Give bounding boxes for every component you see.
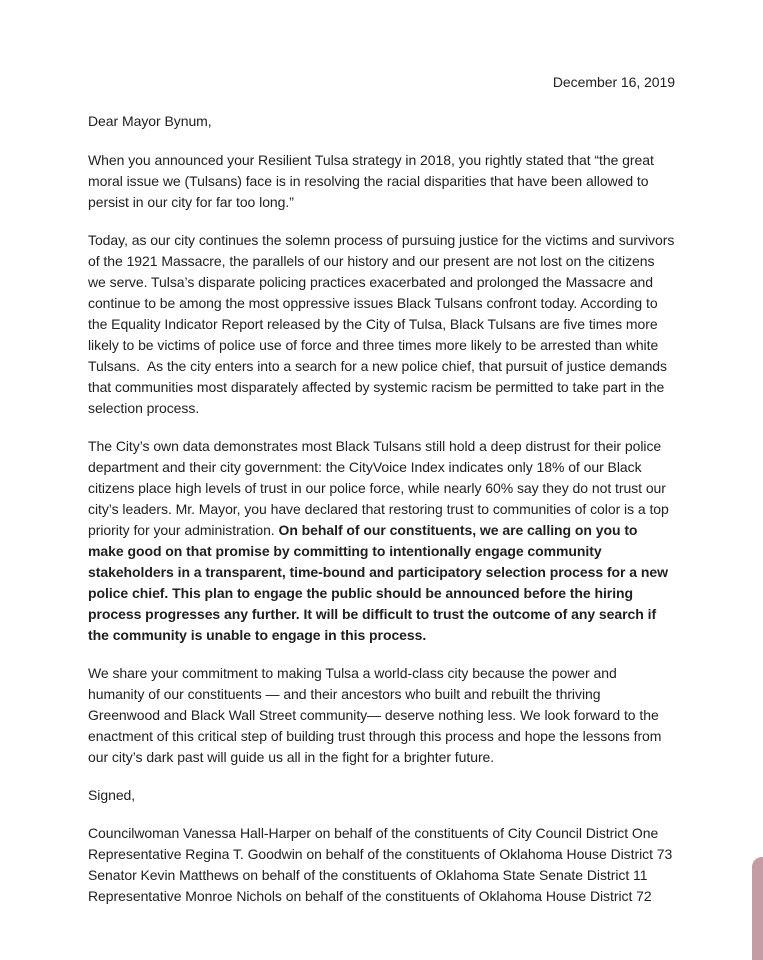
letter-paragraph-4: We share your commitment to making Tulsa a world-class city because the power and humanity of our constituents — and their ancestors who built and rebuilt the thriving Greenwood and Black Wall Street community— deserve nothing less. We look forward to the enactment of this critical step of building trust through this process and hope the lessons from our city’s dark past will guide us all in the fight for a brighter future. [88,665,666,765]
letter-paragraph-1: When you announced your Resilient Tulsa strategy in 2018, you rightly stated that “the great moral issue we (Tulsans) face is in resolving the racial disparities that have been allowed to persist in our city for far too long.” [88,152,658,210]
letter-closing: Signed, [88,787,136,803]
signature-block [88,823,675,907]
letter-salutation: Dear Mayor Bynum, [88,113,212,129]
letter-date: December 16, 2019 [552,74,675,90]
letter-paragraph-3 [88,436,675,646]
letter-paragraph-2: Today, as our city continues the solemn process of pursuing justice for the victims and survivors of the 1921 Massacre, the parallels of our history and our present are not lost on the citizens we serve. Tulsa’s disparate policing practices exacerbated and prolonged the Massacre and continue to be among the most oppressive issues Black Tulsans confront today. According to the Equality Indicator Report released by the City of Tulsa, Black Tulsans are five times more likely to be victims of police use of force and three times more likely to be arrested than white Tulsans. As the city enters into a search for a new police chief, that pursuit of justice demands that communities most disparately affected by systemic racism be permitted to take part in the selection process. [88,232,679,416]
signature-line: Councilwoman Vanessa Hall-Harper on behalf of the constituents of City Council District One [88,825,659,841]
letter-paragraph-3-bold-text: On behalf of our constituents, we are calling on you to make good on that promise by committing to intentionally engage community stakeholders in a transparent, time-bound and participatory selection process for a new police chief. This plan to engage the public should be announced before the hiring process progresses any further. It will be difficult to trust the outcome of any search if the community is unable to engage in this process. [88,522,672,643]
signature-line: Representative Monroe Nichols on behalf of the constituents of Oklahoma House District 72 [88,888,652,904]
corner-accent-shape [752,857,763,960]
letter-body [88,72,679,907]
signature-line: Representative Regina T. Goodwin on behalf of the constituents of Oklahoma House District 73 [88,846,673,862]
signature-line: Senator Kevin Matthews on behalf of the constituents of Oklahoma State Senate District 11 [88,867,648,883]
letter-paragraph-3-normal-text: The City’s own data demonstrates most Black Tulsans still hold a deep distrust for their police department and their city government: the CityVoice Index indicates only 18% of our Black citizens place high levels of trust in our police force, while nearly 60% say they do not trust our city’s leaders. Mr. Mayor, you have declared that restoring trust to communities of color is a top priority for your administration. [88,438,673,538]
